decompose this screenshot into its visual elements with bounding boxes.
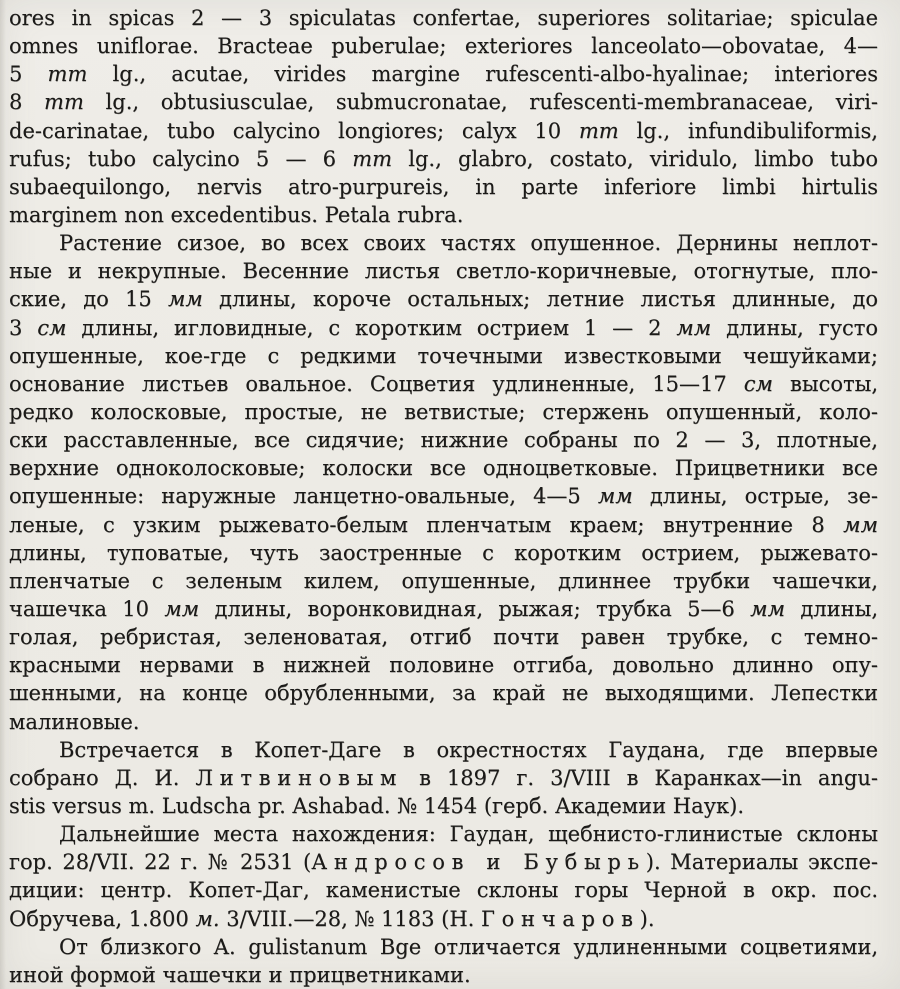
text-segment: subaequilongo, nervis atro-purpureis, in parte inferiore limbi hirtulis <box>9 174 878 199</box>
text-segment: опушенные: наружные ланцетно-овальные, 4—5 <box>9 484 598 509</box>
text-line <box>9 848 878 876</box>
text-line <box>9 32 878 60</box>
unit-abbreviation: мм <box>597 484 633 509</box>
text-segment: длины, туповатые, чуть заостренные с коротким острием, рыжевато- <box>9 540 878 565</box>
text-segment: гор. 28/VII. 22 г. № 2531 ( <box>9 850 312 875</box>
text-line <box>9 4 878 32</box>
paragraph-russian-description <box>9 229 878 736</box>
paragraph-latin-description <box>9 4 878 229</box>
text-segment: шенными, на конце обрубленными, за край не выходящими. Лепестки <box>9 681 878 706</box>
text-segment: пленчатые с зеленым килем, опушенные, длиннее трубки чашечки, <box>9 568 878 593</box>
text-line <box>9 482 878 510</box>
text-line <box>9 201 878 229</box>
text-segment: Встречается в Копет-Даге в окрестностях Гаудана, где впервые <box>59 737 878 762</box>
text-line <box>9 60 878 88</box>
text-segment: диции: центр. Копет-Даг, каменистые склоны горы Черной в окр. пос. <box>9 878 878 903</box>
unit-abbreviation: мм <box>164 596 200 621</box>
text-segment: длины, игловидные, с коротким острием 1 — 2 <box>66 315 677 340</box>
text-line <box>9 539 878 567</box>
text-segment: ски расставленные, все сидячие; нижние собраны по 2 — 3, плотные, <box>9 428 878 453</box>
collector-name: Гончаров <box>481 906 640 931</box>
text-line <box>9 145 878 173</box>
text-line <box>9 370 878 398</box>
text-line <box>9 820 878 848</box>
text-line <box>9 426 878 454</box>
text-line <box>9 623 878 651</box>
text-line <box>9 511 878 539</box>
text-line <box>9 314 878 342</box>
text-line <box>9 708 878 736</box>
text-segment: собрано Д. И. <box>9 765 196 790</box>
unit-abbreviation: mm <box>578 118 619 143</box>
collector-name: Андросов и Бубырь <box>311 850 646 875</box>
text-segment: stis versus m. Ludscha pr. Ashabad. № 1454 (герб. Академии Наук). <box>9 793 744 818</box>
text-line <box>9 651 878 679</box>
unit-abbreviation: мм <box>676 315 712 340</box>
text-segment: опушенные, кое-где с редкими точечными известковыми чешуйками; <box>9 343 878 368</box>
text-segment: lg., glabro, costato, viridulo, limbo tubo <box>392 146 878 171</box>
text-segment: чашечка 10 <box>9 596 165 621</box>
text-segment: ores in spicas 2 — 3 spiculatas confertae, superiores solitariae; spiculae <box>9 6 878 30</box>
text-segment: красными нервами в нижней половине отгиба, довольно длинно опу- <box>9 653 878 678</box>
text-line <box>9 876 878 904</box>
text-line <box>9 454 878 482</box>
text-line <box>9 257 878 285</box>
text-segment: От близкого A. gulistanum Bge отличается удлиненными соцветиями, <box>59 934 878 959</box>
text-segment: длины, воронковидная, рыжая; трубка 5—6 <box>199 596 751 621</box>
paragraph-comparison-note <box>9 933 878 989</box>
text-segment: голая, ребристая, зеленоватая, отгиб почти равен трубке, с темно- <box>9 625 878 650</box>
text-segment: редко колосковые, простые, не ветвистые; стержень опушенный, коло- <box>9 399 878 424</box>
text-segment: rufus; tubo calycino 5 — 6 <box>9 146 353 171</box>
text-segment: 5 <box>9 62 48 87</box>
unit-abbreviation: mm <box>352 146 393 171</box>
text-segment: основание листьев овальное. Соцветия удлиненные, 15—17 <box>9 371 744 396</box>
text-segment: 8 <box>9 90 45 115</box>
text-segment: высоты, <box>772 371 879 396</box>
text-segment: длины, густо <box>711 315 878 340</box>
text-segment: lg., obtusiusculae, submucronatae, rufescenti-membranaceae, viri- <box>83 90 878 115</box>
text-line <box>9 595 878 623</box>
text-line <box>9 342 878 370</box>
text-line <box>9 567 878 595</box>
paragraph-first-collection-record <box>9 736 878 820</box>
text-segment: леные, с узким рыжевато-белым пленчатым краем; внутренние 8 <box>9 512 844 537</box>
text-line <box>9 88 878 116</box>
text-segment: Обручева, 1.800 <box>9 906 196 931</box>
unit-abbreviation: мм <box>167 287 203 312</box>
text-segment: ные и некрупные. Весенние листья светло-коричневые, отогнутые, пло- <box>9 259 878 284</box>
text-line <box>9 792 878 820</box>
text-line <box>9 961 878 989</box>
text-segment: длины, короче остальных; летние листья длинные, до <box>202 287 879 312</box>
text-segment: малиновые. <box>9 709 140 734</box>
unit-abbreviation: м. <box>195 906 220 931</box>
text-line <box>9 764 878 792</box>
document-text <box>9 4 878 989</box>
text-segment: lg., infundibuliformis, <box>618 118 878 143</box>
text-segment: ские, до 15 <box>9 287 168 312</box>
text-line <box>9 679 878 707</box>
paragraph-further-records <box>9 820 878 933</box>
text-segment: длины, <box>784 596 878 621</box>
text-segment: 3 <box>9 315 38 340</box>
text-line <box>9 398 878 426</box>
text-segment: в 1897 г. 3/VIII в Каранках—in angu- <box>403 765 878 790</box>
text-segment: Растение сизое, во всех своих частях опушенное. Дернины неплот- <box>59 231 878 256</box>
text-segment: верхние одноколосковые; колоски все одноцветковые. Прицветники все <box>9 456 878 481</box>
text-line <box>9 736 878 764</box>
unit-abbreviation: см <box>743 371 773 396</box>
text-line <box>9 285 878 313</box>
text-segment: Дальнейшие места нахождения: Гаудан, щебнисто-глинистые склоны <box>59 822 878 847</box>
text-line <box>9 229 878 257</box>
text-line <box>9 905 878 933</box>
unit-abbreviation: mm <box>47 62 88 87</box>
text-line <box>9 117 878 145</box>
text-segment: lg., acutae, virides margine rufescenti-albo-hyalinae; interiores <box>87 62 878 87</box>
text-line <box>9 933 878 961</box>
text-segment: ). <box>639 906 655 931</box>
text-segment: de-carinatae, tubo calycino longiores; calyx 10 <box>9 118 579 143</box>
text-segment: ). Материалы экспе- <box>645 850 879 875</box>
unit-abbreviation: мм <box>843 512 878 537</box>
text-segment: omnes uniflorae. Bracteae puberulae; exteriores lanceolato—obovatae, 4— <box>9 34 878 59</box>
text-segment: 3/VIII.—28, № 1183 (Н. <box>219 906 481 931</box>
unit-abbreviation: см <box>37 315 67 340</box>
text-line <box>9 173 878 201</box>
text-segment: длины, острые, зе- <box>632 484 878 509</box>
unit-abbreviation: мм <box>750 596 785 621</box>
text-segment: marginem non excedentibus. Petala rubra. <box>9 202 464 227</box>
unit-abbreviation: mm <box>44 90 84 115</box>
collector-name: Литвиновым <box>195 765 404 790</box>
text-segment: иной формой чашечки и прицветниками. <box>9 962 471 987</box>
